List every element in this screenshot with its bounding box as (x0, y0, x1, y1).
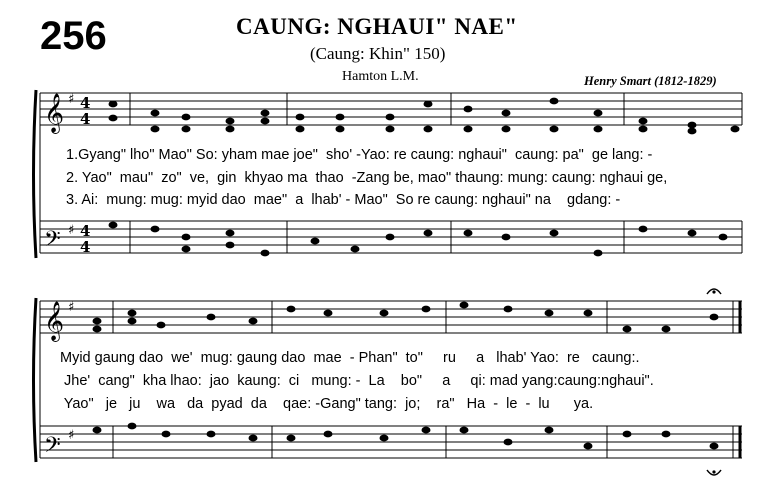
svg-text:4: 4 (80, 110, 91, 128)
lyric-line-5: Jhe' cang" kha lhao: jao kaung: ci mung: - La bo" a qi: mad yang:caung:nghaui". (60, 373, 654, 389)
sharp-icon: ♯ (68, 300, 75, 315)
lyric-line-3: 3. Ai: mung: mug: myid dao mae" a lhab' - Mao" So re caung: nghaui" na gdang: - (66, 192, 621, 208)
system-bracket-1 (34, 90, 37, 258)
treble-clef-icon: 𝄞 (44, 301, 65, 341)
lyric-line-6: Yao" je ju wa da pyad da qae: -Gang" tang: jo; ra" Ha - le - lu ya. (60, 396, 594, 412)
treble-clef-icon: 𝄞 (44, 93, 65, 133)
bass-clef-icon: 𝄢 (44, 433, 61, 463)
composer-credit: Henry Smart (1812-1829) (584, 74, 717, 88)
sharp-icon: ♯ (68, 223, 75, 238)
time-signature: 4 (80, 222, 91, 240)
sharp-icon: ♯ (68, 92, 75, 107)
lyric-line-4: Myid gaung dao we' mug: gaung dao mae - Phan" to" ru a lhab' Yao: re caung:. (60, 350, 640, 366)
system-bracket-2 (34, 298, 37, 462)
hymn-number: 256 (40, 14, 107, 58)
hymn-title: CAUNG: NGHAUI" NAE" (236, 14, 518, 39)
time-signature: 4 (80, 94, 91, 112)
bass-clef-icon: 𝄢 (44, 227, 61, 257)
lyric-line-1: 1.Gyang" lho" Mao" So: yham mae joe" sho' -Yao: re caung: nghaui" caung: pa" ge lang: - (66, 147, 653, 163)
tune-name: Hamton L.M. (342, 69, 419, 84)
treble-staff-2 (40, 301, 742, 333)
svg-text:4: 4 (80, 238, 91, 256)
hymn-subtitle: (Caung: Khin" 150) (310, 44, 446, 63)
sharp-icon: ♯ (68, 428, 75, 443)
bass-staff-2 (40, 426, 742, 458)
lyric-line-2: 2. Yao" mau" zo" ve, gin khyao ma thao -Zang be, mao" thaung: mung: caung: nghaui ge, (66, 170, 668, 186)
